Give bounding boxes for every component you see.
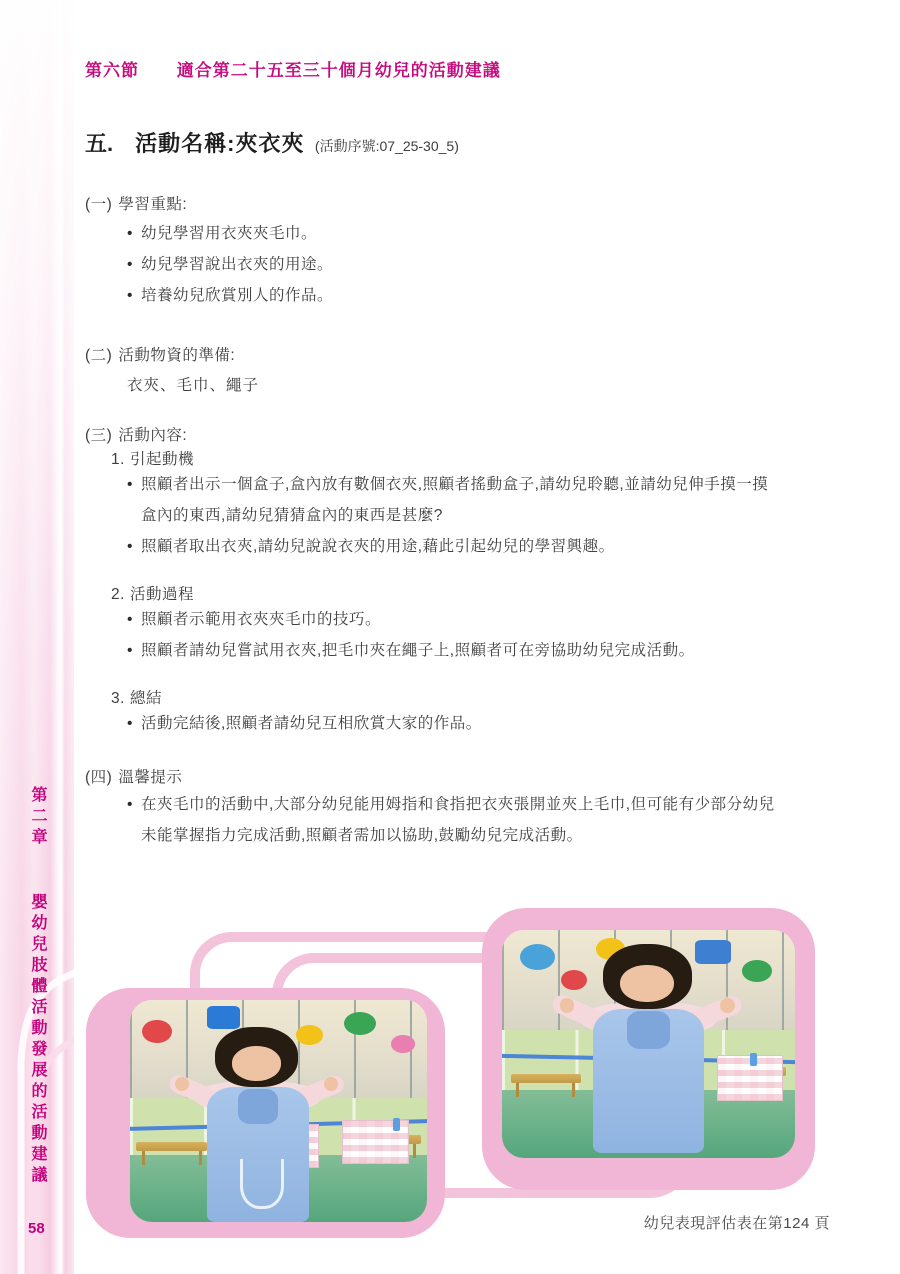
section-header — [85, 56, 830, 81]
section-heading — [85, 423, 830, 445]
activity-photo-left — [130, 1000, 427, 1222]
window-decoration — [344, 1012, 377, 1035]
subsection-heading — [111, 582, 830, 604]
subsection-number: 1. — [111, 451, 125, 468]
bullet-list — [127, 789, 830, 851]
classroom-floor — [130, 1155, 427, 1222]
list-item: • 照顧者示範用衣夾夾毛巾的技巧。 — [127, 604, 830, 635]
bullet-list — [127, 604, 830, 666]
child-hand — [560, 998, 575, 1013]
section-heading — [85, 343, 830, 365]
materials-list: 衣夾、毛巾、繩子 — [127, 377, 260, 394]
main-content — [85, 0, 830, 851]
towel — [717, 1055, 783, 1100]
classroom-wall — [502, 1030, 795, 1089]
classroom-wall — [130, 1098, 427, 1156]
child-apron — [593, 1009, 704, 1154]
window-decoration — [142, 1020, 172, 1043]
subsection-heading — [111, 447, 830, 469]
child-shirt — [195, 1081, 320, 1112]
child-apron-bib — [238, 1089, 278, 1124]
section-title-text: 學習重點: — [118, 196, 188, 213]
window-decoration — [296, 1025, 323, 1045]
bench — [511, 1074, 581, 1083]
window-decoration — [742, 960, 771, 982]
child-apron — [207, 1087, 309, 1222]
activity-name: 活動名稱:夾衣夾 — [135, 131, 305, 156]
towel — [596, 1058, 671, 1103]
activity-title — [85, 127, 830, 158]
photo-frame-left — [86, 988, 445, 1238]
list-item: • 照顧者出示一個盒子,盒內放有數個衣夾,照顧者搖動盒子,請幼兒聆聽,並請幼兒伸手摸一摸盒內的東西,請幼兒猜猜盒內的東西是甚麼? — [127, 469, 830, 531]
window-decoration — [695, 940, 730, 964]
child-arm — [286, 1073, 346, 1111]
subsection-title: 活動過程 — [129, 586, 194, 603]
child-arm — [550, 993, 614, 1035]
subsection-motivation — [85, 447, 830, 562]
child-figure — [581, 944, 716, 1154]
child-shirt — [581, 1002, 716, 1036]
clothes-line — [130, 1119, 427, 1131]
section-marker: (四) — [85, 769, 113, 786]
subsection-conclusion — [85, 686, 830, 739]
section-title-text: 活動物資的準備: — [118, 347, 236, 364]
section-tips — [85, 765, 830, 851]
activity-photo-right — [502, 930, 795, 1158]
window-decoration — [649, 964, 672, 982]
section-marker: (一) — [85, 196, 113, 213]
decorative-frame-outline-front — [272, 953, 692, 1198]
section-activity-content — [85, 423, 830, 739]
list-item: • 照顧者取出衣夾,請幼兒說說衣夾的用途,藉此引起幼兒的學習興趣。 — [127, 531, 830, 562]
list-item: • 幼兒學習說出衣夾的用途。 — [127, 249, 830, 280]
section-marker: (三) — [85, 427, 113, 444]
classroom-window — [502, 930, 795, 1033]
child-face — [620, 965, 674, 1003]
classroom-floor — [502, 1090, 795, 1158]
chapter-number: 第二章 — [29, 786, 46, 849]
window-decoration — [207, 1006, 240, 1029]
decorative-frame-outline-back — [190, 932, 620, 1182]
child-hair — [603, 944, 692, 1009]
subsection-number: 2. — [111, 586, 125, 603]
subsection-heading — [111, 686, 830, 708]
section-heading — [85, 192, 830, 214]
bullet-list — [127, 708, 830, 739]
towel — [342, 1120, 409, 1164]
child-face — [232, 1046, 282, 1081]
child-hair — [215, 1027, 297, 1088]
assessment-reference-note: 幼兒表現評估表在第124 頁 — [643, 1215, 830, 1232]
subsection-number: 3. — [111, 690, 125, 707]
subsection-title: 總結 — [129, 690, 162, 707]
chapter-title: 嬰幼兒肢體活動發展的活動建議 — [29, 893, 46, 1187]
list-item: • 在夾毛巾的活動中,大部分幼兒能用姆指和食指把衣夾張開並夾上毛巾,但可能有少部分幼兒未能掌握指力完成活動,照顧者需加以協助,鼓勵幼兒完成活動。 — [127, 789, 830, 851]
clothes-peg — [393, 1118, 400, 1131]
child-figure — [195, 1027, 320, 1222]
list-item: • 幼兒學習用衣夾夾毛巾。 — [127, 218, 830, 249]
list-item: • 照顧者請幼兒嘗試用衣夾,把毛巾夾在繩子上,照顧者可在旁協助幼兒完成活動。 — [127, 635, 830, 666]
child-hand — [175, 1077, 189, 1091]
section-heading — [85, 765, 830, 787]
window-decoration — [520, 944, 555, 970]
section-title-text: 溫馨提示 — [118, 769, 183, 786]
towel — [243, 1124, 319, 1168]
bench — [136, 1142, 207, 1151]
section-materials — [85, 343, 830, 395]
activity-index: 五. — [85, 131, 114, 156]
window-decoration — [391, 1035, 415, 1053]
chapter-vertical-title — [29, 786, 45, 1187]
apron-pocket — [240, 1159, 283, 1209]
child-hand — [720, 998, 735, 1013]
photo-frame-right — [482, 908, 815, 1190]
bullet-list — [127, 469, 830, 562]
classroom-window — [130, 1000, 427, 1101]
window-decoration — [596, 938, 625, 960]
bullet-list — [127, 218, 830, 311]
bench — [728, 1067, 787, 1076]
clothes-line — [502, 1053, 795, 1063]
window-decoration — [561, 970, 587, 990]
bench — [356, 1135, 421, 1144]
section-title: 適合第二十五至三十個月幼兒的活動建議 — [176, 61, 501, 80]
list-item: • 活動完結後,照顧者請幼兒互相欣賞大家的作品。 — [127, 708, 830, 739]
subsection-title: 引起動機 — [129, 451, 194, 468]
clothes-peg — [750, 1053, 757, 1066]
child-hand — [324, 1077, 338, 1091]
section-number: 第六節 — [85, 61, 139, 80]
activity-serial: (活動序號:07_25-30_5) — [314, 138, 459, 154]
section-title-text: 活動內容: — [118, 427, 188, 444]
list-item: • 培養幼兒欣賞別人的作品。 — [127, 280, 830, 311]
page-number: 58 — [28, 1220, 45, 1237]
chapter-sidebar — [0, 0, 74, 1274]
child-apron-bib — [627, 1011, 670, 1049]
section-learning-points — [85, 192, 830, 311]
child-arm — [680, 994, 745, 1035]
section-marker: (二) — [85, 347, 113, 364]
subsection-process — [85, 582, 830, 666]
child-arm — [167, 1072, 227, 1111]
